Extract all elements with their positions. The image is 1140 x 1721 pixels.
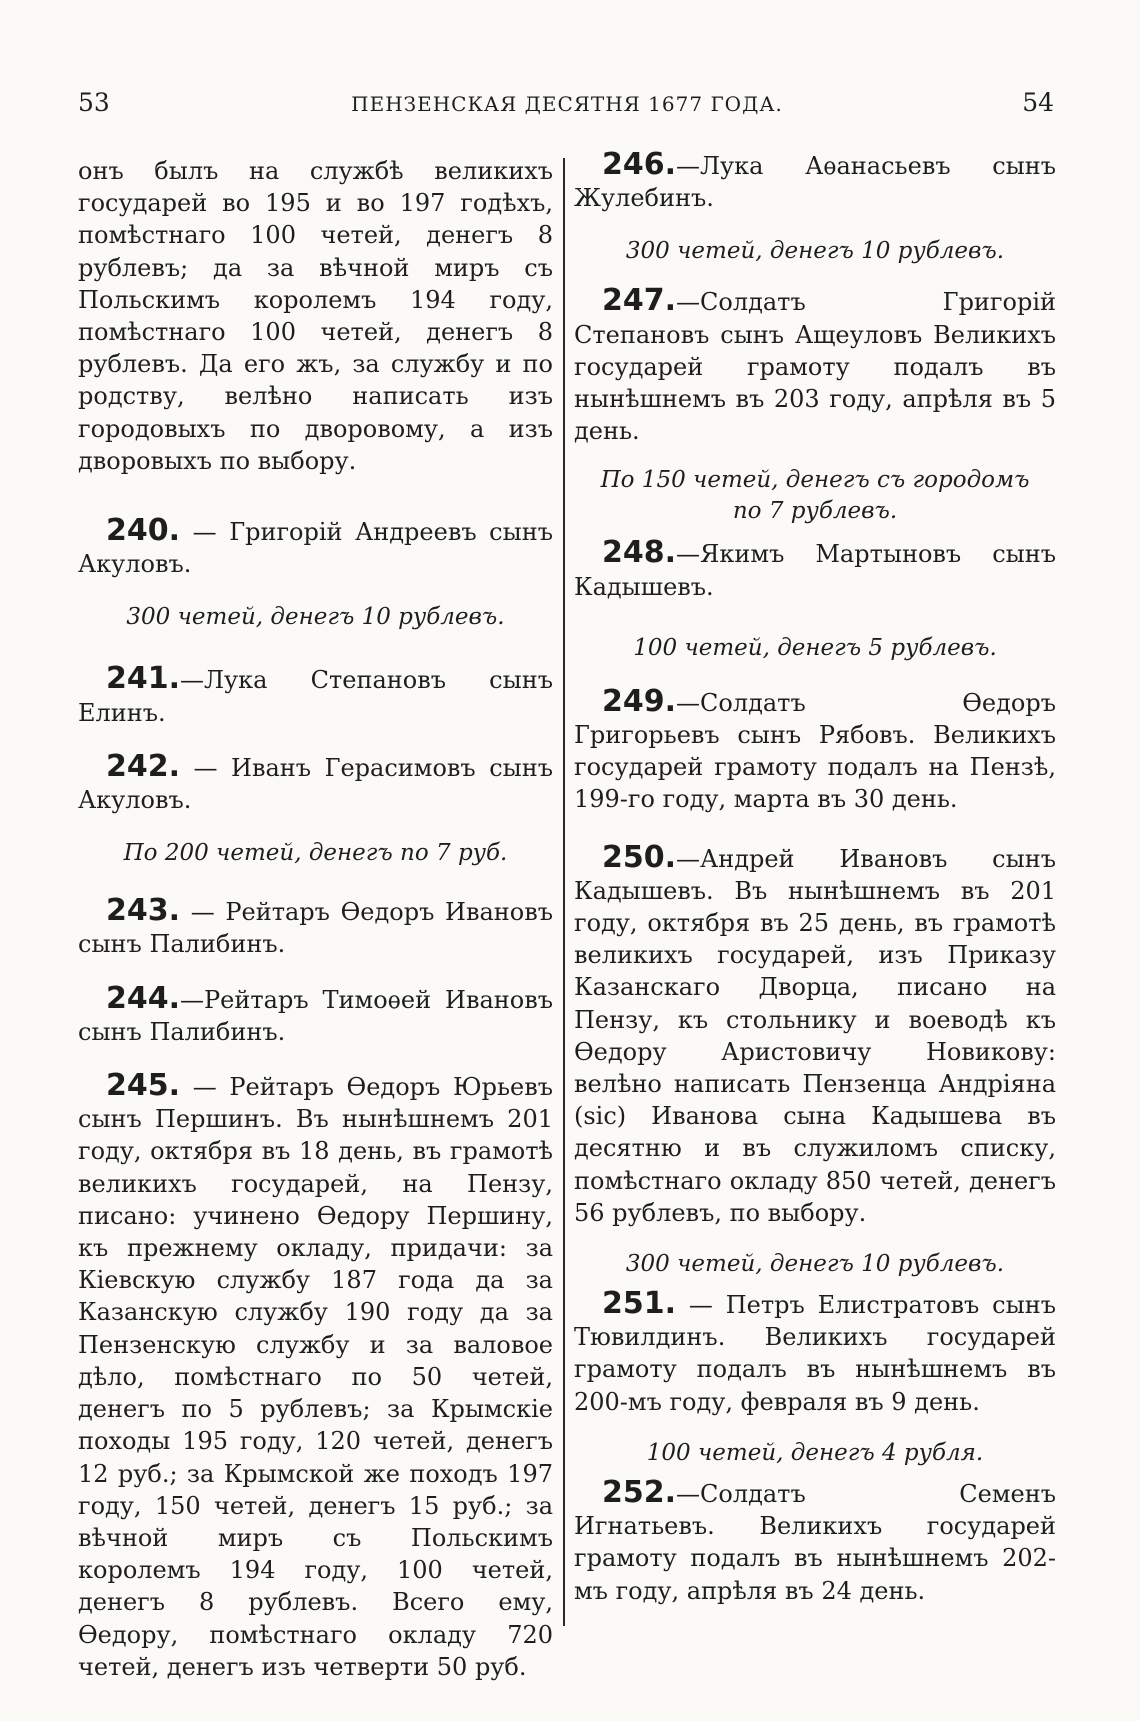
entry-text: —Лука Степановъ сынъ Елинъ. (78, 666, 553, 727)
continuation-paragraph (78, 155, 553, 477)
allotment-250: 300 четей, денегъ 10 рублевъ. (625, 1251, 1005, 1278)
entry-text: — Петръ Елистратовъ сынъ Тювилдинъ. Великихъ государей грамоту подалъ въ нынѣшнемъ въ 200-мъ году, февраля въ 9 день. (574, 1291, 1056, 1416)
entry-number: 246. (602, 147, 677, 182)
entry-text: — Иванъ Герасимовъ сынъ Акуловъ. (78, 753, 553, 815)
entry-text: —Солдатъ Григорій Степановъ сынъ Ащеуловъ Великихъ государей грамоту подалъ въ нынѣшнемъ въ 203 году, апрѣля въ 5 день. (574, 288, 1056, 446)
entry-text: —Лука Аѳанасьевъ сынъ Жулебинъ. (574, 152, 1056, 213)
entry-text: —Солдатъ Ѳедоръ Григорьевъ сынъ Рябовъ. Великихъ государей грамоту подалъ на Пензѣ, 199-го году, марта въ 30 день. (574, 688, 1056, 814)
entry-248 (574, 537, 1056, 602)
entry-247 (574, 285, 1056, 447)
entry-number: 245. (106, 1068, 181, 1104)
entry-241 (78, 663, 553, 728)
entry-text: —Якимъ Мартыновъ сынъ Кадышевъ. (574, 540, 1056, 601)
allotment-251: 100 четей, денегъ 4 рубля. (646, 1439, 984, 1466)
entry-251 (574, 1288, 1056, 1418)
entry-246 (574, 149, 1056, 214)
column-divider (563, 158, 565, 1626)
allotment-242: По 200 четей, денегъ по 7 руб. (123, 840, 508, 867)
entry-number: 247. (602, 283, 677, 319)
entry-number: 250. (602, 839, 677, 875)
page-number-right: 54 (1022, 88, 1054, 117)
entry-242 (78, 748, 553, 816)
entry-number: 244. (106, 980, 181, 1016)
entry-number: 251. (602, 1286, 677, 1322)
left-column (78, 155, 553, 1683)
entry-text: — Рейтаръ Ѳедоръ Юрьевъ сынъ Першинъ. Въ нынѣшнемъ 201 году, октября въ 18 день, въ грамотѣ великихъ государей, на Пензу, писано: учинено Ѳедору Першину, къ прежнему окладу, придачи: за Кіевскую службу 187 года да за Казанскую службу 190 году да за Пензенскую службу и за валовое дѣло, помѣстнаго по 50 четей, денегъ по 5 рублевъ; за Крымскіе походы 195 году, 120 четей, денегъ 12 руб.; за Крымской же походъ 197 году, 150 четей, денегъ 15 руб.; за вѣчной миръ съ Польскимъ королемъ 194 году, 100 четей, денегъ 8 рублевъ. Всего ему, Ѳедору, помѣстнаго окладу 720 четей, денегъ изъ четверти 50 руб. (78, 1073, 553, 1681)
entry-250 (574, 839, 1056, 1229)
entry-number: 242. (106, 748, 181, 784)
continuation-text: онъ былъ на службѣ великихъ государей во 195 и во 197 годѣхъ, помѣстнаго 100 четей, денегъ 8 рублевъ; да за вѣчной миръ съ Польскимъ королемъ 194 году, помѣстнаго 100 четей, денегъ 8 рублевъ. Да его жъ, за службу и по родству, велѣно написать изъ городовыхъ по дворовому, а изъ дворовыхъ по выбору. (78, 157, 553, 475)
entry-245 (78, 1070, 553, 1683)
allotment-247: По 150 четей, денегъ съ городомъ по 7 рублевъ. (600, 467, 1030, 525)
entry-number: 240. (106, 513, 181, 549)
entry-252 (574, 1474, 1056, 1607)
entry-number: 248. (602, 535, 677, 571)
right-column (574, 147, 1056, 1607)
allotment-248: 100 четей, денегъ 5 рублевъ. (633, 634, 997, 661)
page-number-left: 53 (78, 88, 110, 117)
allotment-246: 300 четей, денегъ 10 рублевъ. (625, 238, 1005, 265)
entry-244 (78, 980, 553, 1048)
entry-243 (78, 895, 553, 960)
entry-249 (574, 683, 1056, 816)
entry-text: — Рейтаръ Ѳедоръ Ивановъ сынъ Палибинъ. (78, 898, 553, 959)
entry-number: 252. (602, 1474, 677, 1510)
entry-240 (78, 515, 553, 580)
entry-number: 241. (106, 661, 181, 697)
allotment-240: 300 четей, денегъ 10 рублевъ. (126, 604, 505, 631)
entry-text: — Григорій Андреевъ сынъ Акуловъ. (78, 518, 553, 579)
entry-text: —Солдатъ Семенъ Игнатьевъ. Великихъ государей грамоту подалъ въ нынѣшнемъ 202-мъ году, апрѣля въ 24 день. (574, 1479, 1056, 1605)
entry-number: 249. (602, 683, 677, 719)
entry-text: —Рейтаръ Тимоѳей Ивановъ сынъ Палибинъ. (78, 985, 553, 1046)
entry-number: 243. (106, 893, 181, 929)
running-title: ПЕНЗЕНСКАЯ ДЕСЯТНЯ 1677 ГОДА. (351, 92, 783, 116)
entry-text: —Андрей Ивановъ сынъ Кадышевъ. Въ нынѣшнемъ въ 201 году, октября въ 25 день, въ грамотѣ великихъ государей, изъ Приказу Казанскаго Дворца, писано на Пензу, къ стольнику и воеводѣ къ Ѳедору Аристовичу Новикову: велѣно написать Пензенца Андріяна (sic) Иванова сына Кадышева въ десятню и въ служиломъ списку, помѣстнаго окладу 850 четей, денегъ 56 рублевъ, по выбору. (574, 844, 1056, 1227)
running-header (72, 88, 1062, 128)
